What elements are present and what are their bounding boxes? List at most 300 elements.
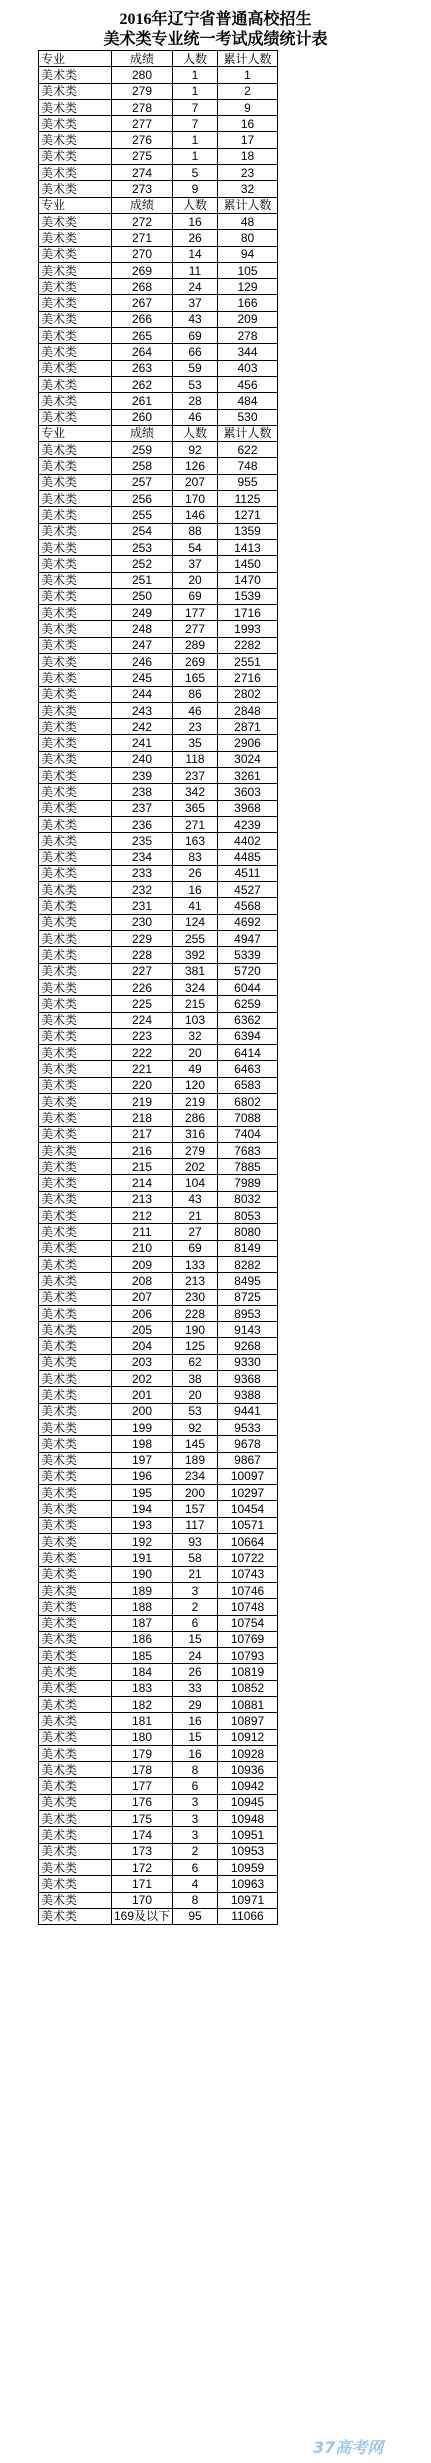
table-row (39, 1322, 278, 1338)
major-cell: 美术类 (39, 1305, 112, 1321)
cumulative-cell: 622 (218, 442, 278, 458)
score-cell: 209 (112, 1256, 173, 1272)
table-row (39, 1354, 278, 1370)
table-row (39, 1142, 278, 1158)
count-cell: 53 (173, 1403, 218, 1419)
major-cell: 美术类 (39, 67, 112, 83)
major-cell: 美术类 (39, 735, 112, 751)
major-cell: 美术类 (39, 1729, 112, 1745)
score-cell: 255 (112, 507, 173, 523)
count-cell: 24 (173, 1648, 218, 1664)
major-cell: 美术类 (39, 686, 112, 702)
count-cell: 190 (173, 1322, 218, 1338)
count-cell: 24 (173, 279, 218, 295)
score-cell: 247 (112, 637, 173, 653)
cumulative-cell: 3261 (218, 768, 278, 784)
score-cell: 268 (112, 279, 173, 295)
count-cell: 21 (173, 1566, 218, 1582)
table-row (39, 1159, 278, 1175)
table-row (39, 1599, 278, 1615)
table-row (39, 621, 278, 637)
table-row (39, 328, 278, 344)
major-cell: 美术类 (39, 1534, 112, 1550)
count-cell: 202 (173, 1159, 218, 1175)
count-cell: 35 (173, 735, 218, 751)
score-cell: 267 (112, 295, 173, 311)
count-cell: 117 (173, 1517, 218, 1533)
table-row (39, 670, 278, 686)
table-row (39, 523, 278, 539)
count-cell: 3 (173, 1582, 218, 1598)
cumulative-cell: 1125 (218, 491, 278, 507)
table-row (39, 132, 278, 148)
major-cell: 美术类 (39, 1485, 112, 1501)
score-cell: 215 (112, 1159, 173, 1175)
table-row (39, 800, 278, 816)
cumulative-cell: 10948 (218, 1811, 278, 1827)
score-cell: 201 (112, 1387, 173, 1403)
table-row (39, 1762, 278, 1778)
major-cell: 美术类 (39, 947, 112, 963)
count-cell: 93 (173, 1534, 218, 1550)
table-row (39, 1191, 278, 1207)
score-cell: 220 (112, 1077, 173, 1093)
score-cell: 190 (112, 1566, 173, 1582)
major-cell: 美术类 (39, 442, 112, 458)
count-cell: 277 (173, 621, 218, 637)
major-cell: 美术类 (39, 768, 112, 784)
count-cell: 92 (173, 442, 218, 458)
table-row (39, 409, 278, 425)
table-row (39, 539, 278, 555)
major-cell: 美术类 (39, 1892, 112, 1908)
count-cell: 145 (173, 1436, 218, 1452)
cumulative-cell: 166 (218, 295, 278, 311)
cumulative-cell: 4692 (218, 914, 278, 930)
table-header-row (39, 425, 278, 441)
table-row (39, 1045, 278, 1061)
major-cell: 美术类 (39, 621, 112, 637)
table-row (39, 572, 278, 588)
count-cell: 16 (173, 213, 218, 229)
count-cell: 237 (173, 768, 218, 784)
table-row (39, 1094, 278, 1110)
score-cell: 170 (112, 1892, 173, 1908)
cumulative-cell: 10912 (218, 1729, 278, 1745)
cumulative-cell: 8053 (218, 1208, 278, 1224)
major-cell: 美术类 (39, 1028, 112, 1044)
count-cell: 58 (173, 1550, 218, 1566)
count-cell: 46 (173, 702, 218, 718)
table-row (39, 931, 278, 947)
table-row (39, 1419, 278, 1435)
count-cell: 27 (173, 1224, 218, 1240)
table-row (39, 882, 278, 898)
score-cell: 244 (112, 686, 173, 702)
score-cell: 252 (112, 556, 173, 572)
cumulative-cell: 10754 (218, 1615, 278, 1631)
cumulative-cell: 10097 (218, 1468, 278, 1484)
major-cell: 美术类 (39, 1045, 112, 1061)
count-cell: 269 (173, 653, 218, 669)
score-cell: 192 (112, 1534, 173, 1550)
count-cell: 6 (173, 1778, 218, 1794)
count-cell: 286 (173, 1110, 218, 1126)
major-cell: 美术类 (39, 99, 112, 115)
major-cell: 美术类 (39, 1631, 112, 1647)
major-cell: 美术类 (39, 996, 112, 1012)
count-cell: 69 (173, 588, 218, 604)
major-cell: 美术类 (39, 83, 112, 99)
cumulative-cell: 10959 (218, 1859, 278, 1875)
score-cell: 232 (112, 882, 173, 898)
major-cell: 美术类 (39, 1175, 112, 1191)
table-row (39, 1256, 278, 1272)
major-cell: 美术类 (39, 1159, 112, 1175)
major-cell: 美术类 (39, 474, 112, 490)
table-row (39, 1680, 278, 1696)
column-header: 专业 (39, 425, 112, 441)
score-cell: 256 (112, 491, 173, 507)
cumulative-cell: 9368 (218, 1371, 278, 1387)
score-cell: 259 (112, 442, 173, 458)
major-cell: 美术类 (39, 393, 112, 409)
count-cell: 11 (173, 262, 218, 278)
score-cell: 222 (112, 1045, 173, 1061)
major-cell: 美术类 (39, 1811, 112, 1827)
major-cell: 美术类 (39, 816, 112, 832)
count-cell: 234 (173, 1468, 218, 1484)
table-row (39, 784, 278, 800)
cumulative-cell: 2906 (218, 735, 278, 751)
major-cell: 美术类 (39, 882, 112, 898)
major-cell: 美术类 (39, 328, 112, 344)
count-cell: 66 (173, 344, 218, 360)
cumulative-cell: 10297 (218, 1485, 278, 1501)
score-cell: 206 (112, 1305, 173, 1321)
count-cell: 1 (173, 67, 218, 83)
score-cell: 240 (112, 751, 173, 767)
table-row (39, 1175, 278, 1191)
cumulative-cell: 10793 (218, 1648, 278, 1664)
cumulative-cell: 3024 (218, 751, 278, 767)
count-cell: 62 (173, 1354, 218, 1370)
cumulative-cell: 10945 (218, 1794, 278, 1810)
major-cell: 美术类 (39, 1468, 112, 1484)
major-cell: 美术类 (39, 295, 112, 311)
table-row (39, 833, 278, 849)
cumulative-cell: 9268 (218, 1338, 278, 1354)
count-cell: 69 (173, 328, 218, 344)
major-cell: 美术类 (39, 491, 112, 507)
count-cell: 104 (173, 1175, 218, 1191)
count-cell: 26 (173, 1664, 218, 1680)
count-cell: 8 (173, 1892, 218, 1908)
cumulative-cell: 11066 (218, 1908, 278, 1924)
table-row (39, 947, 278, 963)
major-cell: 美术类 (39, 165, 112, 181)
cumulative-cell: 1359 (218, 523, 278, 539)
cumulative-cell: 6394 (218, 1028, 278, 1044)
score-cell: 272 (112, 213, 173, 229)
score-cell: 193 (112, 1517, 173, 1533)
major-cell: 美术类 (39, 833, 112, 849)
score-cell: 212 (112, 1208, 173, 1224)
score-cell: 171 (112, 1876, 173, 1892)
cumulative-cell: 48 (218, 213, 278, 229)
column-header: 累计人数 (218, 425, 278, 441)
major-cell: 美术类 (39, 262, 112, 278)
count-cell: 5 (173, 165, 218, 181)
cumulative-cell: 8149 (218, 1240, 278, 1256)
count-cell: 59 (173, 360, 218, 376)
table-row (39, 262, 278, 278)
table-row (39, 67, 278, 83)
score-cell: 185 (112, 1648, 173, 1664)
cumulative-cell: 9143 (218, 1322, 278, 1338)
cumulative-cell: 32 (218, 181, 278, 197)
cumulative-cell: 5339 (218, 947, 278, 963)
score-cell: 200 (112, 1403, 173, 1419)
score-cell: 178 (112, 1762, 173, 1778)
column-header: 专业 (39, 51, 112, 67)
cumulative-cell: 10454 (218, 1501, 278, 1517)
count-cell: 316 (173, 1126, 218, 1142)
cumulative-cell: 10942 (218, 1778, 278, 1794)
count-cell: 92 (173, 1419, 218, 1435)
count-cell: 20 (173, 1045, 218, 1061)
cumulative-cell: 7885 (218, 1159, 278, 1175)
count-cell: 120 (173, 1077, 218, 1093)
score-cell: 202 (112, 1371, 173, 1387)
score-cell: 263 (112, 360, 173, 376)
table-row (39, 979, 278, 995)
score-cell: 223 (112, 1028, 173, 1044)
major-cell: 美术类 (39, 1273, 112, 1289)
count-cell: 6 (173, 1615, 218, 1631)
major-cell: 美术类 (39, 1012, 112, 1028)
table-row (39, 376, 278, 392)
score-cell: 274 (112, 165, 173, 181)
cumulative-cell: 6259 (218, 996, 278, 1012)
major-cell: 美术类 (39, 1419, 112, 1435)
table-row (39, 1908, 278, 1924)
count-cell: 213 (173, 1273, 218, 1289)
watermark-logo (313, 2435, 423, 2457)
score-cell: 196 (112, 1468, 173, 1484)
count-cell: 26 (173, 865, 218, 881)
count-cell: 43 (173, 311, 218, 327)
cumulative-cell: 16 (218, 116, 278, 132)
table-row (39, 1794, 278, 1810)
major-cell: 美术类 (39, 1713, 112, 1729)
score-cell: 199 (112, 1419, 173, 1435)
score-cell: 278 (112, 99, 173, 115)
count-cell: 69 (173, 1240, 218, 1256)
major-cell: 美术类 (39, 1256, 112, 1272)
cumulative-cell: 6583 (218, 1077, 278, 1093)
major-cell: 美术类 (39, 230, 112, 246)
major-cell: 美术类 (39, 1680, 112, 1696)
table-row (39, 99, 278, 115)
cumulative-cell: 8495 (218, 1273, 278, 1289)
count-cell: 118 (173, 751, 218, 767)
column-header: 累计人数 (218, 51, 278, 67)
count-cell: 37 (173, 295, 218, 311)
score-cell: 183 (112, 1680, 173, 1696)
count-cell: 189 (173, 1452, 218, 1468)
score-cell: 249 (112, 605, 173, 621)
cumulative-cell: 955 (218, 474, 278, 490)
score-cell: 208 (112, 1273, 173, 1289)
major-cell: 美术类 (39, 344, 112, 360)
major-cell: 美术类 (39, 360, 112, 376)
count-cell: 54 (173, 539, 218, 555)
score-cell: 260 (112, 409, 173, 425)
table-row (39, 1452, 278, 1468)
table-row (39, 507, 278, 523)
cumulative-cell: 6463 (218, 1061, 278, 1077)
cumulative-cell: 1450 (218, 556, 278, 572)
table-row (39, 1077, 278, 1093)
score-cell: 233 (112, 865, 173, 881)
major-cell: 美术类 (39, 1322, 112, 1338)
major-cell: 美术类 (39, 1077, 112, 1093)
major-cell: 美术类 (39, 914, 112, 930)
score-cell: 262 (112, 376, 173, 392)
score-cell: 231 (112, 898, 173, 914)
score-cell: 251 (112, 572, 173, 588)
column-header: 专业 (39, 197, 112, 213)
cumulative-cell: 10963 (218, 1876, 278, 1892)
cumulative-cell: 1716 (218, 605, 278, 621)
table-row (39, 1517, 278, 1533)
table-row (39, 816, 278, 832)
table-row (39, 1729, 278, 1745)
cumulative-cell: 129 (218, 279, 278, 295)
count-cell: 6 (173, 1859, 218, 1875)
count-cell: 16 (173, 1713, 218, 1729)
cumulative-cell: 530 (218, 409, 278, 425)
table-row (39, 865, 278, 881)
table-row (39, 605, 278, 621)
score-cell: 234 (112, 849, 173, 865)
count-cell: 33 (173, 1680, 218, 1696)
table-row (39, 1745, 278, 1761)
score-cell: 181 (112, 1713, 173, 1729)
count-cell: 83 (173, 849, 218, 865)
cumulative-cell: 10953 (218, 1843, 278, 1859)
table-row (39, 1550, 278, 1566)
cumulative-cell: 1 (218, 67, 278, 83)
count-cell: 289 (173, 637, 218, 653)
score-cell: 221 (112, 1061, 173, 1077)
cumulative-cell: 2802 (218, 686, 278, 702)
cumulative-cell: 9330 (218, 1354, 278, 1370)
count-cell: 365 (173, 800, 218, 816)
cumulative-cell: 10881 (218, 1696, 278, 1712)
score-cell: 271 (112, 230, 173, 246)
score-cell: 254 (112, 523, 173, 539)
count-cell: 255 (173, 931, 218, 947)
score-cell: 177 (112, 1778, 173, 1794)
count-cell: 177 (173, 605, 218, 621)
count-cell: 38 (173, 1371, 218, 1387)
cumulative-cell: 5720 (218, 963, 278, 979)
count-cell: 32 (173, 1028, 218, 1044)
cumulative-cell: 8080 (218, 1224, 278, 1240)
table-row (39, 1582, 278, 1598)
count-cell: 3 (173, 1827, 218, 1843)
score-cell: 276 (112, 132, 173, 148)
score-cell: 219 (112, 1094, 173, 1110)
count-cell: 28 (173, 393, 218, 409)
cumulative-cell: 10936 (218, 1762, 278, 1778)
count-cell: 8 (173, 1762, 218, 1778)
score-cell: 214 (112, 1175, 173, 1191)
score-cell: 269 (112, 262, 173, 278)
cumulative-cell: 6802 (218, 1094, 278, 1110)
table-row (39, 1843, 278, 1859)
score-cell: 210 (112, 1240, 173, 1256)
table-header-row (39, 51, 278, 67)
score-cell: 250 (112, 588, 173, 604)
cumulative-cell: 209 (218, 311, 278, 327)
table-row (39, 246, 278, 262)
major-cell: 美术类 (39, 702, 112, 718)
cumulative-cell: 2551 (218, 653, 278, 669)
score-cell: 194 (112, 1501, 173, 1517)
score-cell: 195 (112, 1485, 173, 1501)
column-header: 人数 (173, 51, 218, 67)
table-row (39, 458, 278, 474)
major-cell: 美术类 (39, 931, 112, 947)
column-header: 人数 (173, 197, 218, 213)
count-cell: 20 (173, 572, 218, 588)
score-cell: 235 (112, 833, 173, 849)
score-cell: 229 (112, 931, 173, 947)
table-row (39, 83, 278, 99)
score-cell: 279 (112, 83, 173, 99)
major-cell: 美术类 (39, 898, 112, 914)
count-cell: 53 (173, 376, 218, 392)
cumulative-cell: 6414 (218, 1045, 278, 1061)
major-cell: 美术类 (39, 588, 112, 604)
table-row (39, 1436, 278, 1452)
cumulative-cell: 9533 (218, 1419, 278, 1435)
table-row (39, 1615, 278, 1631)
cumulative-cell: 8032 (218, 1191, 278, 1207)
major-cell: 美术类 (39, 1110, 112, 1126)
major-cell: 美术类 (39, 376, 112, 392)
cumulative-cell: 10746 (218, 1582, 278, 1598)
major-cell: 美术类 (39, 279, 112, 295)
major-cell: 美术类 (39, 1094, 112, 1110)
major-cell: 美术类 (39, 556, 112, 572)
major-cell: 美术类 (39, 1599, 112, 1615)
count-cell: 29 (173, 1696, 218, 1712)
major-cell: 美术类 (39, 800, 112, 816)
score-cell: 179 (112, 1745, 173, 1761)
cumulative-cell: 9678 (218, 1436, 278, 1452)
major-cell: 美术类 (39, 1615, 112, 1631)
score-cell: 174 (112, 1827, 173, 1843)
score-cell: 198 (112, 1436, 173, 1452)
count-cell: 15 (173, 1729, 218, 1745)
table-row (39, 393, 278, 409)
score-cell: 205 (112, 1322, 173, 1338)
count-cell: 16 (173, 882, 218, 898)
